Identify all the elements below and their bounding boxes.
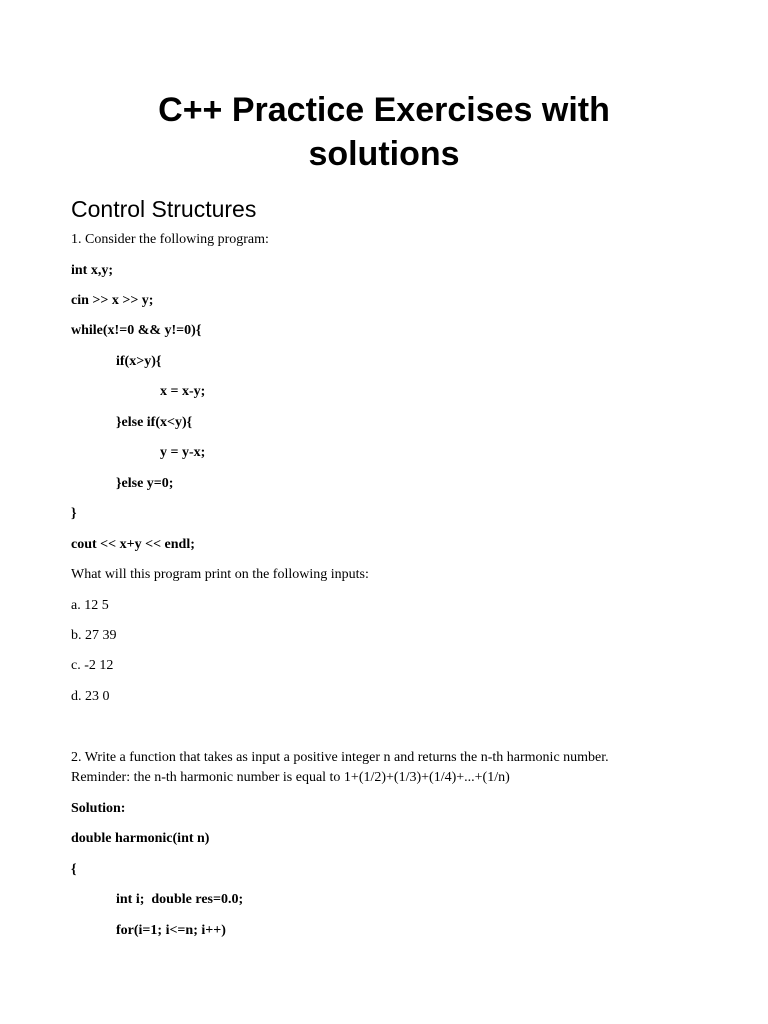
title-line-1: C++ Practice Exercises with xyxy=(158,91,610,129)
code-line: double harmonic(int n) xyxy=(71,831,210,846)
exercise-2-prompt-line-1: 2. Write a function that takes as input a positive integer n and returns the n-th harmonic number. xyxy=(71,750,609,765)
exercise-1-question: What will this program print on the following inputs: xyxy=(71,567,369,582)
code-line: x = x-y; xyxy=(160,384,206,399)
code-line: cin >> x >> y; xyxy=(71,293,154,308)
input-item: c. -2 12 xyxy=(71,658,114,673)
code-line: } xyxy=(71,506,77,521)
title-line-2: solutions xyxy=(308,135,460,173)
code-line: int x,y; xyxy=(71,263,113,278)
input-item: a. 12 5 xyxy=(71,598,109,613)
solution-label: Solution: xyxy=(71,801,126,816)
code-line: for(i=1; i<=n; i++) xyxy=(116,923,226,938)
section-heading: Control Structures xyxy=(71,196,257,222)
exercise-1-prompt: 1. Consider the following program: xyxy=(71,232,269,247)
code-line: int i; double res=0.0; xyxy=(116,892,244,907)
code-line: if(x>y){ xyxy=(116,354,162,369)
code-line: y = y-x; xyxy=(160,445,206,460)
document-title xyxy=(0,88,768,176)
code-line: { xyxy=(71,862,77,877)
exercise-2-prompt-line-2: Reminder: the n-th harmonic number is equal to 1+(1/2)+(1/3)+(1/4)+...+(1/n) xyxy=(71,770,510,785)
code-line: cout << x+y << endl; xyxy=(71,537,195,552)
code-line: }else y=0; xyxy=(116,476,174,491)
code-line: }else if(x<y){ xyxy=(116,415,193,430)
input-item: b. 27 39 xyxy=(71,628,117,643)
code-line: while(x!=0 && y!=0){ xyxy=(71,323,202,338)
input-item: d. 23 0 xyxy=(71,689,110,704)
